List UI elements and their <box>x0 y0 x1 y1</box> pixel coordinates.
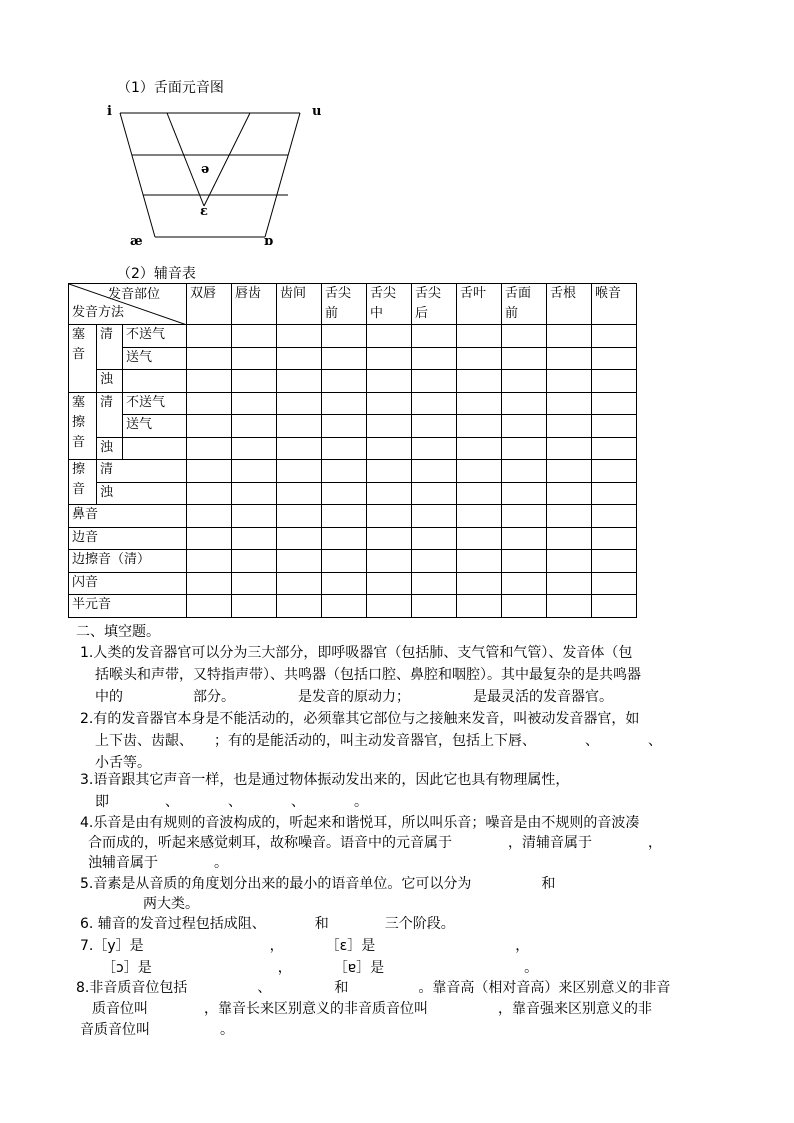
question-3-line-1: 3.语音跟其它声音一样，也是通过物体振动发出来的，因此它也具有物理属性， <box>80 772 570 788</box>
question-6: 6. 辅音的发音过程包括成阻、 和 三个阶段。 <box>80 916 455 932</box>
unaspirated-label: 不送气 <box>123 392 187 415</box>
question-3-line-2: 即 、 、 、 。 <box>95 794 368 810</box>
vowel-chart-title: （1）舌面元音图 <box>117 80 224 96</box>
place-header: 舌根 <box>547 284 592 325</box>
consonant-table-title: （2）辅音表 <box>117 266 196 282</box>
table-row <box>69 437 637 460</box>
question-8-line-1: 8.非音质音位包括 、 和 。靠音高（相对音高）来区别意义的非音 <box>76 980 671 996</box>
question-5-line-1: 5.音素是从音质的角度划分出来的最小的语音单位。它可以分为 和 <box>80 876 556 892</box>
corner-place-label: 发音部位 <box>107 287 160 302</box>
corner-manner-label: 发音方法 <box>72 305 125 320</box>
place-header: 舌尖 前 <box>322 284 367 325</box>
manner-nasal: 鼻音 <box>69 505 187 528</box>
table-row <box>69 505 637 528</box>
vowel-label-i: i <box>107 104 112 119</box>
vowel-label-alpha: ɒ <box>264 234 274 249</box>
voiceless-label: 清 <box>97 392 123 437</box>
place-header: 舌尖 后 <box>412 284 457 325</box>
voiceless-label: 清 <box>97 460 187 483</box>
question-1-line-1: 1.人类的发音器官可以分为三大部分，即呼吸器官（包括肺、支气管和气管）、发音体（包 <box>80 645 633 661</box>
vowel-label-u: u <box>312 104 322 119</box>
chart-v-right <box>204 113 250 206</box>
question-7-line-1: 7.［y］是 ， ［ɛ］是 ， <box>80 938 530 954</box>
place-header: 舌面 前 <box>502 284 547 325</box>
table-row <box>69 482 637 505</box>
table-row <box>69 595 637 618</box>
manner-stop: 塞 音 <box>69 325 97 393</box>
chart-right-edge <box>265 113 300 237</box>
place-header: 舌尖 中 <box>367 284 412 325</box>
question-4-line-2: 合而成的，听起来感觉刺耳，故称噪音。语音中的元音属于 ，清辅音属于 ， <box>88 835 662 851</box>
voiced-label: 浊 <box>97 437 123 460</box>
unaspirated-label: 不送气 <box>123 325 187 348</box>
vowel-label-open-e: ɛ <box>200 204 208 219</box>
question-8-line-2: 质音位叫 ，靠音长来区别意义的非音质音位叫 ，靠音强来区别意义的非 <box>92 1001 652 1017</box>
manner-semivowel: 半元音 <box>69 595 187 618</box>
consonant-table <box>68 283 637 618</box>
place-header: 双唇 <box>187 284 232 325</box>
table-row <box>69 347 637 370</box>
manner-flap: 闪音 <box>69 572 187 595</box>
question-4-line-3: 浊辅音属于 。 <box>88 855 228 871</box>
table-row <box>69 572 637 595</box>
question-5-line-2: 两大类。 <box>143 896 199 912</box>
place-header: 舌叶 <box>457 284 502 325</box>
manner-lateral: 边音 <box>69 527 187 550</box>
aspirated-label: 送气 <box>123 347 187 370</box>
question-7-line-2: ［ɔ］是 ， ［ɐ］是 。 <box>102 960 539 976</box>
question-4-line-1: 4.乐音是由有规则的音波构成的，听起来和谐悦耳，所以叫乐音；噪音是由不规则的音波凑 <box>80 815 640 831</box>
question-8-line-3: 音质音位叫 。 <box>80 1022 234 1038</box>
table-row <box>69 415 637 438</box>
chart-v-left <box>167 113 204 206</box>
question-1-line-2: 括喉头和声带，又特指声带）、共鸣器（包括口腔、鼻腔和咽腔）。其中最复杂的是共鸣器 <box>95 667 641 683</box>
section-heading: 二、填空题。 <box>76 624 160 640</box>
table-row <box>69 527 637 550</box>
question-2-line-1: 2.有的发音器官本身是不能活动的，必须靠其它部位与之接触来发音，叫被动发音器官，如 <box>80 711 640 727</box>
manner-affricate: 塞 擦 音 <box>69 392 97 460</box>
manner-fricative: 擦 音 <box>69 460 97 505</box>
table-row <box>69 370 637 393</box>
place-header: 唇齿 <box>232 284 277 325</box>
vowel-label-schwa: ə <box>201 162 210 177</box>
manner-lateral-fricative: 边擦音（清） <box>69 550 187 573</box>
table-row <box>69 550 637 573</box>
place-header: 喉音 <box>592 284 637 325</box>
chart-left-edge <box>120 113 155 237</box>
vowel-label-ae: æ <box>130 234 143 249</box>
table-row <box>69 392 637 415</box>
voiceless-label: 清 <box>97 325 123 370</box>
question-2-line-3: 小舌等。 <box>95 755 151 771</box>
table-row <box>69 460 637 483</box>
aspirated-label: 送气 <box>123 415 187 438</box>
table-corner-cell <box>69 284 187 325</box>
table-header-row <box>69 284 637 325</box>
question-2-line-2: 上下齿、齿龈、 ；有的是能活动的，叫主动发音器官，包括上下唇、 、 、 <box>95 733 662 749</box>
question-1-line-3: 中的 部分。 是发音的原动力； 是最灵活的发音器官。 <box>95 689 613 705</box>
table-row <box>69 325 637 348</box>
place-header: 齿间 <box>277 284 322 325</box>
voiced-label: 浊 <box>97 482 187 505</box>
voiced-label: 浊 <box>97 370 123 393</box>
